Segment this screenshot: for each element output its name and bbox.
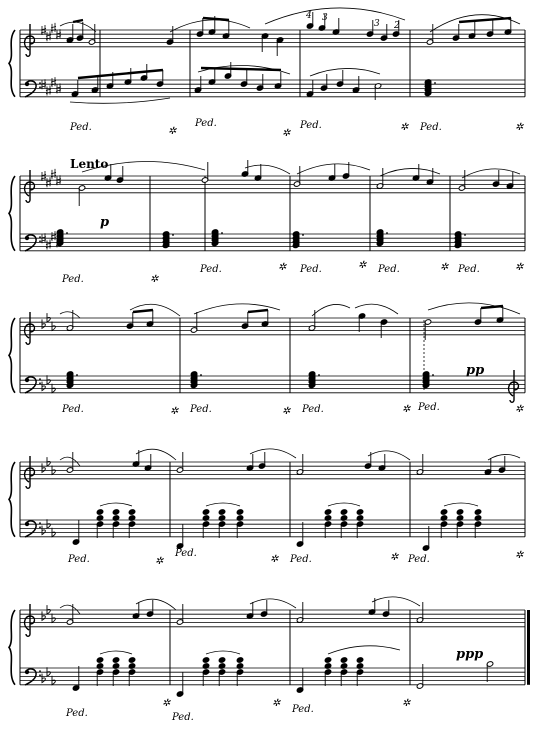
note — [456, 509, 463, 515]
dot — [221, 232, 223, 234]
sharp-sign — [46, 31, 51, 41]
slur — [60, 457, 80, 466]
slur — [428, 303, 520, 314]
bass-staff — [20, 376, 525, 393]
flat-sign — [52, 614, 55, 623]
note — [241, 312, 248, 329]
flat-sign — [42, 674, 45, 683]
note — [112, 521, 119, 538]
pedal-mark: Ped. — [378, 264, 400, 275]
pedal-release-icon: ✲ — [170, 406, 179, 417]
note — [356, 521, 363, 538]
note — [332, 18, 339, 35]
note — [96, 521, 103, 538]
beam — [248, 310, 268, 312]
note — [218, 521, 225, 538]
treble-staff — [20, 610, 525, 627]
notehead — [324, 509, 331, 515]
bass-clef-dot — [39, 522, 41, 524]
note — [76, 22, 83, 41]
note — [366, 20, 373, 37]
bass-clef-dot — [39, 526, 41, 528]
note — [96, 669, 103, 686]
fingering-3b: 3 — [374, 19, 380, 29]
grand-staff-brace — [9, 30, 15, 97]
note — [260, 600, 267, 617]
note — [146, 600, 153, 617]
notehead — [112, 657, 119, 663]
note — [356, 657, 363, 663]
bass-clef-curve — [25, 235, 36, 251]
dot — [386, 232, 388, 234]
bass-clef-icon — [25, 377, 41, 393]
note — [176, 452, 183, 473]
pedal-release-icon: ✲ — [150, 274, 159, 285]
note — [124, 68, 131, 85]
note — [486, 661, 493, 682]
note — [336, 70, 343, 87]
treble-clef-icon-path — [25, 604, 35, 636]
bass-clef-dot — [39, 82, 41, 84]
flat-sign — [47, 457, 50, 466]
flat-sign — [47, 667, 50, 676]
note — [422, 526, 429, 551]
note — [96, 509, 103, 515]
slur — [444, 503, 478, 506]
treble-staff — [20, 30, 525, 47]
note — [126, 312, 133, 329]
bass-clef-icon — [25, 235, 41, 251]
note — [324, 521, 331, 538]
note — [218, 509, 225, 515]
sharp-sign — [46, 177, 51, 187]
treble-clef-icon — [25, 604, 35, 636]
pedal-release-icon: ✲ — [272, 698, 281, 709]
bass-staff — [20, 234, 525, 251]
slur — [488, 454, 520, 460]
note — [202, 521, 209, 538]
beam — [459, 18, 511, 22]
note — [201, 162, 208, 183]
note — [324, 657, 331, 663]
note — [218, 657, 225, 663]
note — [128, 657, 135, 663]
notehead — [202, 657, 209, 663]
flat-sign — [42, 319, 45, 328]
note — [112, 509, 119, 515]
slur — [136, 599, 176, 610]
pedal-release-icon: ✲ — [282, 128, 291, 139]
bass-staff — [20, 668, 525, 685]
pedal-mark: Ped. — [195, 118, 217, 129]
note — [426, 24, 433, 45]
dot — [434, 82, 436, 84]
dynamic-ppp: ppp — [456, 647, 484, 662]
note — [416, 602, 423, 623]
dot — [464, 234, 466, 236]
note — [340, 669, 347, 686]
note — [440, 521, 447, 538]
dot — [302, 234, 304, 236]
treble-staff — [20, 176, 525, 193]
slur — [60, 22, 96, 32]
bass-clef-dot — [39, 674, 41, 676]
pedal-release-icon: ✲ — [282, 406, 291, 417]
note — [356, 669, 363, 686]
note — [91, 76, 98, 93]
note — [452, 24, 459, 41]
note — [340, 521, 347, 538]
pedal-mark: Ped. — [420, 122, 442, 133]
notehead — [356, 509, 363, 515]
note — [194, 76, 201, 93]
notehead — [340, 657, 347, 663]
note — [276, 37, 283, 56]
slur — [130, 304, 180, 316]
bass-clef-icon — [25, 521, 41, 537]
flat-sign — [52, 466, 55, 475]
treble-clef-icon-path — [509, 370, 519, 402]
slur — [136, 449, 176, 460]
slur — [328, 503, 360, 506]
pedal-mark: Ped. — [68, 554, 90, 565]
note — [246, 602, 253, 619]
note — [156, 70, 163, 87]
notehead — [324, 657, 331, 663]
pedal-release-icon: ✲ — [402, 698, 411, 709]
pedal-release-icon: ✲ — [278, 262, 287, 273]
treble-clef-icon-path — [25, 170, 35, 202]
grand-staff-brace — [9, 176, 15, 251]
note — [382, 600, 389, 617]
grand-staff-brace — [9, 610, 15, 685]
sharp-sign — [46, 240, 51, 250]
note — [486, 20, 493, 37]
note — [236, 521, 243, 538]
note — [236, 669, 243, 686]
sharp-sign — [51, 23, 56, 33]
note — [340, 509, 347, 515]
note — [324, 509, 331, 515]
bass-clef-dot — [39, 378, 41, 380]
pedal-mark: Ped. — [292, 704, 314, 715]
slur — [70, 98, 170, 103]
dot — [66, 232, 68, 234]
sharp-sign — [51, 231, 56, 241]
slur — [462, 169, 520, 178]
note — [96, 657, 103, 663]
note — [208, 68, 215, 85]
flat-sign — [52, 384, 55, 393]
notehead — [474, 509, 481, 515]
note — [484, 458, 491, 475]
notehead — [356, 657, 363, 663]
notehead — [218, 657, 225, 663]
pedal-mark: Ped. — [62, 274, 84, 285]
slur — [250, 599, 296, 608]
slur — [380, 168, 440, 176]
note — [128, 509, 135, 515]
slur — [100, 503, 132, 506]
pedal-mark: Ped. — [290, 554, 312, 565]
flat-sign — [47, 313, 50, 322]
bass-clef-dot — [39, 236, 41, 238]
dot — [76, 374, 78, 376]
pedal-release-icon: ✲ — [390, 552, 399, 563]
note — [112, 669, 119, 686]
treble-clef-icon — [25, 170, 35, 202]
pedal-mark: Ped. — [190, 404, 212, 415]
treble-clef-icon — [25, 456, 35, 488]
slur — [297, 164, 370, 174]
note — [328, 164, 335, 181]
note — [236, 657, 243, 663]
note — [144, 454, 151, 471]
note — [202, 657, 209, 663]
pedal-release-icon: ✲ — [270, 554, 279, 565]
note — [296, 522, 303, 547]
pedal-release-icon: ✲ — [162, 698, 171, 709]
pedal-mark: Ped. — [172, 712, 194, 723]
note — [166, 26, 173, 45]
note — [128, 669, 135, 686]
note — [218, 669, 225, 686]
treble-staff — [20, 318, 525, 335]
notehead — [96, 509, 103, 515]
treble-clef-icon — [509, 370, 519, 402]
dot — [432, 374, 434, 376]
dynamic-pp: pp — [466, 363, 485, 378]
note — [374, 83, 381, 100]
flat-sign — [47, 519, 50, 528]
note — [324, 669, 331, 686]
pedal-release-icon: ✲ — [515, 262, 524, 273]
notehead — [218, 509, 225, 515]
pedal-mark: Ped. — [302, 404, 324, 415]
slur — [60, 605, 80, 614]
fingering-2: 2 — [394, 21, 400, 31]
note — [474, 509, 481, 515]
note — [492, 170, 499, 187]
notehead — [456, 509, 463, 515]
note — [241, 160, 248, 177]
pedal-release-icon: ✲ — [358, 260, 367, 271]
dynamic-p: p — [100, 215, 110, 230]
slur — [310, 68, 380, 76]
pedal-mark: Ped. — [300, 120, 322, 131]
slur — [265, 8, 405, 24]
tempo-marking: Lento — [70, 157, 109, 171]
note — [176, 604, 183, 625]
slur — [206, 503, 240, 506]
pedal-mark: Ped. — [408, 554, 430, 565]
note — [468, 22, 475, 39]
key-signature-flats — [42, 313, 55, 330]
slur — [368, 451, 410, 460]
note — [202, 669, 209, 686]
slur — [245, 165, 290, 174]
notehead — [236, 509, 243, 515]
key-signature-flats — [42, 457, 55, 474]
note — [66, 24, 73, 43]
note — [376, 168, 383, 189]
note — [456, 521, 463, 538]
sharp-sign — [51, 169, 56, 179]
note — [498, 456, 505, 473]
slur — [355, 304, 398, 314]
note — [202, 509, 209, 515]
note — [112, 657, 119, 663]
pedal-mark: Ped. — [300, 264, 322, 275]
treble-staff — [20, 462, 525, 479]
note — [261, 310, 268, 327]
flat-sign — [52, 322, 55, 331]
note — [132, 602, 139, 619]
bass-clef-curve — [25, 377, 36, 393]
note — [416, 454, 423, 475]
notehead — [128, 509, 135, 515]
beam — [78, 70, 163, 78]
flat-sign — [52, 676, 55, 685]
fingering-3: 3 — [322, 13, 328, 23]
notehead — [112, 509, 119, 515]
pedal-release-icon: ✲ — [155, 556, 164, 567]
note — [458, 170, 465, 191]
pedal-release-icon: ✲ — [515, 122, 524, 133]
note — [496, 306, 503, 323]
flat-sign — [47, 375, 50, 384]
bass-clef-icon — [25, 81, 41, 97]
slur — [372, 597, 420, 606]
dot — [172, 234, 174, 236]
bass-clef-curve — [25, 81, 36, 97]
sharp-sign — [51, 77, 56, 87]
note — [293, 166, 300, 187]
slur — [250, 449, 296, 458]
note — [296, 602, 303, 623]
flat-sign — [42, 526, 45, 535]
final-barline — [527, 610, 530, 685]
bass-clef-curve — [25, 669, 36, 685]
slur — [312, 304, 350, 316]
pedal-release-icon: ✲ — [440, 262, 449, 273]
sharp-sign — [46, 86, 51, 96]
note — [66, 452, 73, 473]
treble-clef-icon-path — [25, 24, 35, 56]
bass-clef-dot — [39, 86, 41, 88]
bass-staff — [20, 520, 525, 537]
notehead — [236, 657, 243, 663]
flat-sign — [42, 382, 45, 391]
treble-clef-icon — [25, 24, 35, 56]
slur — [328, 646, 400, 654]
flat-sign — [42, 463, 45, 472]
bass-clef-icon — [25, 669, 41, 685]
note — [378, 454, 385, 471]
treble-clef-icon-path — [25, 456, 35, 488]
pedal-mark: Ped. — [200, 264, 222, 275]
bass-clef-dot — [39, 382, 41, 384]
note — [424, 319, 431, 340]
beam — [73, 20, 83, 22]
note — [320, 74, 327, 91]
note — [504, 18, 511, 35]
dot — [318, 374, 320, 376]
note — [412, 164, 419, 181]
note — [352, 76, 359, 93]
note — [254, 164, 261, 181]
slur — [206, 651, 240, 654]
flat-sign — [47, 605, 50, 614]
note — [236, 509, 243, 515]
note — [72, 666, 79, 691]
treble-clef-icon — [25, 312, 35, 344]
pedal-mark: Ped. — [66, 708, 88, 719]
note — [474, 521, 481, 538]
pedal-release-icon: ✲ — [515, 404, 524, 415]
note — [380, 24, 387, 41]
pedal-mark: Ped. — [418, 402, 440, 413]
notehead — [202, 509, 209, 515]
note — [440, 509, 447, 515]
slur — [100, 651, 132, 654]
note — [256, 74, 263, 91]
pedal-release-icon: ✲ — [515, 550, 524, 561]
beam — [133, 310, 153, 312]
note — [190, 312, 197, 333]
pedal-release-icon: ✲ — [400, 122, 409, 133]
flat-sign — [42, 611, 45, 620]
notehead — [96, 657, 103, 663]
flat-sign — [52, 528, 55, 537]
note — [506, 172, 513, 189]
note — [240, 70, 247, 87]
note — [116, 166, 123, 183]
pedal-mark: Ped. — [175, 548, 197, 559]
bass-clef-dot — [39, 240, 41, 242]
note — [224, 62, 231, 79]
notehead — [440, 509, 447, 515]
pedal-release-icon: ✲ — [168, 126, 177, 137]
slur — [60, 312, 80, 318]
notehead — [128, 657, 135, 663]
note — [246, 454, 253, 471]
note — [78, 185, 85, 206]
treble-clef-icon-path — [25, 312, 35, 344]
note — [296, 454, 303, 475]
pedal-mark: Ped. — [458, 264, 480, 275]
dot — [200, 374, 202, 376]
note — [356, 509, 363, 515]
notehead — [340, 509, 347, 515]
pedal-mark: Ped. — [62, 404, 84, 415]
note — [474, 308, 481, 325]
note — [146, 310, 153, 327]
note — [258, 452, 265, 469]
fingering-4: 4 — [306, 11, 312, 21]
note — [274, 72, 281, 89]
bass-clef-dot — [39, 670, 41, 672]
note — [340, 657, 347, 663]
grand-staff-brace — [9, 462, 15, 537]
note — [66, 604, 73, 625]
grand-staff-brace — [9, 318, 15, 393]
bass-clef-curve — [25, 521, 36, 537]
note — [128, 521, 135, 538]
pedal-release-icon: ✲ — [402, 404, 411, 415]
pedal-mark: Ped. — [70, 122, 92, 133]
